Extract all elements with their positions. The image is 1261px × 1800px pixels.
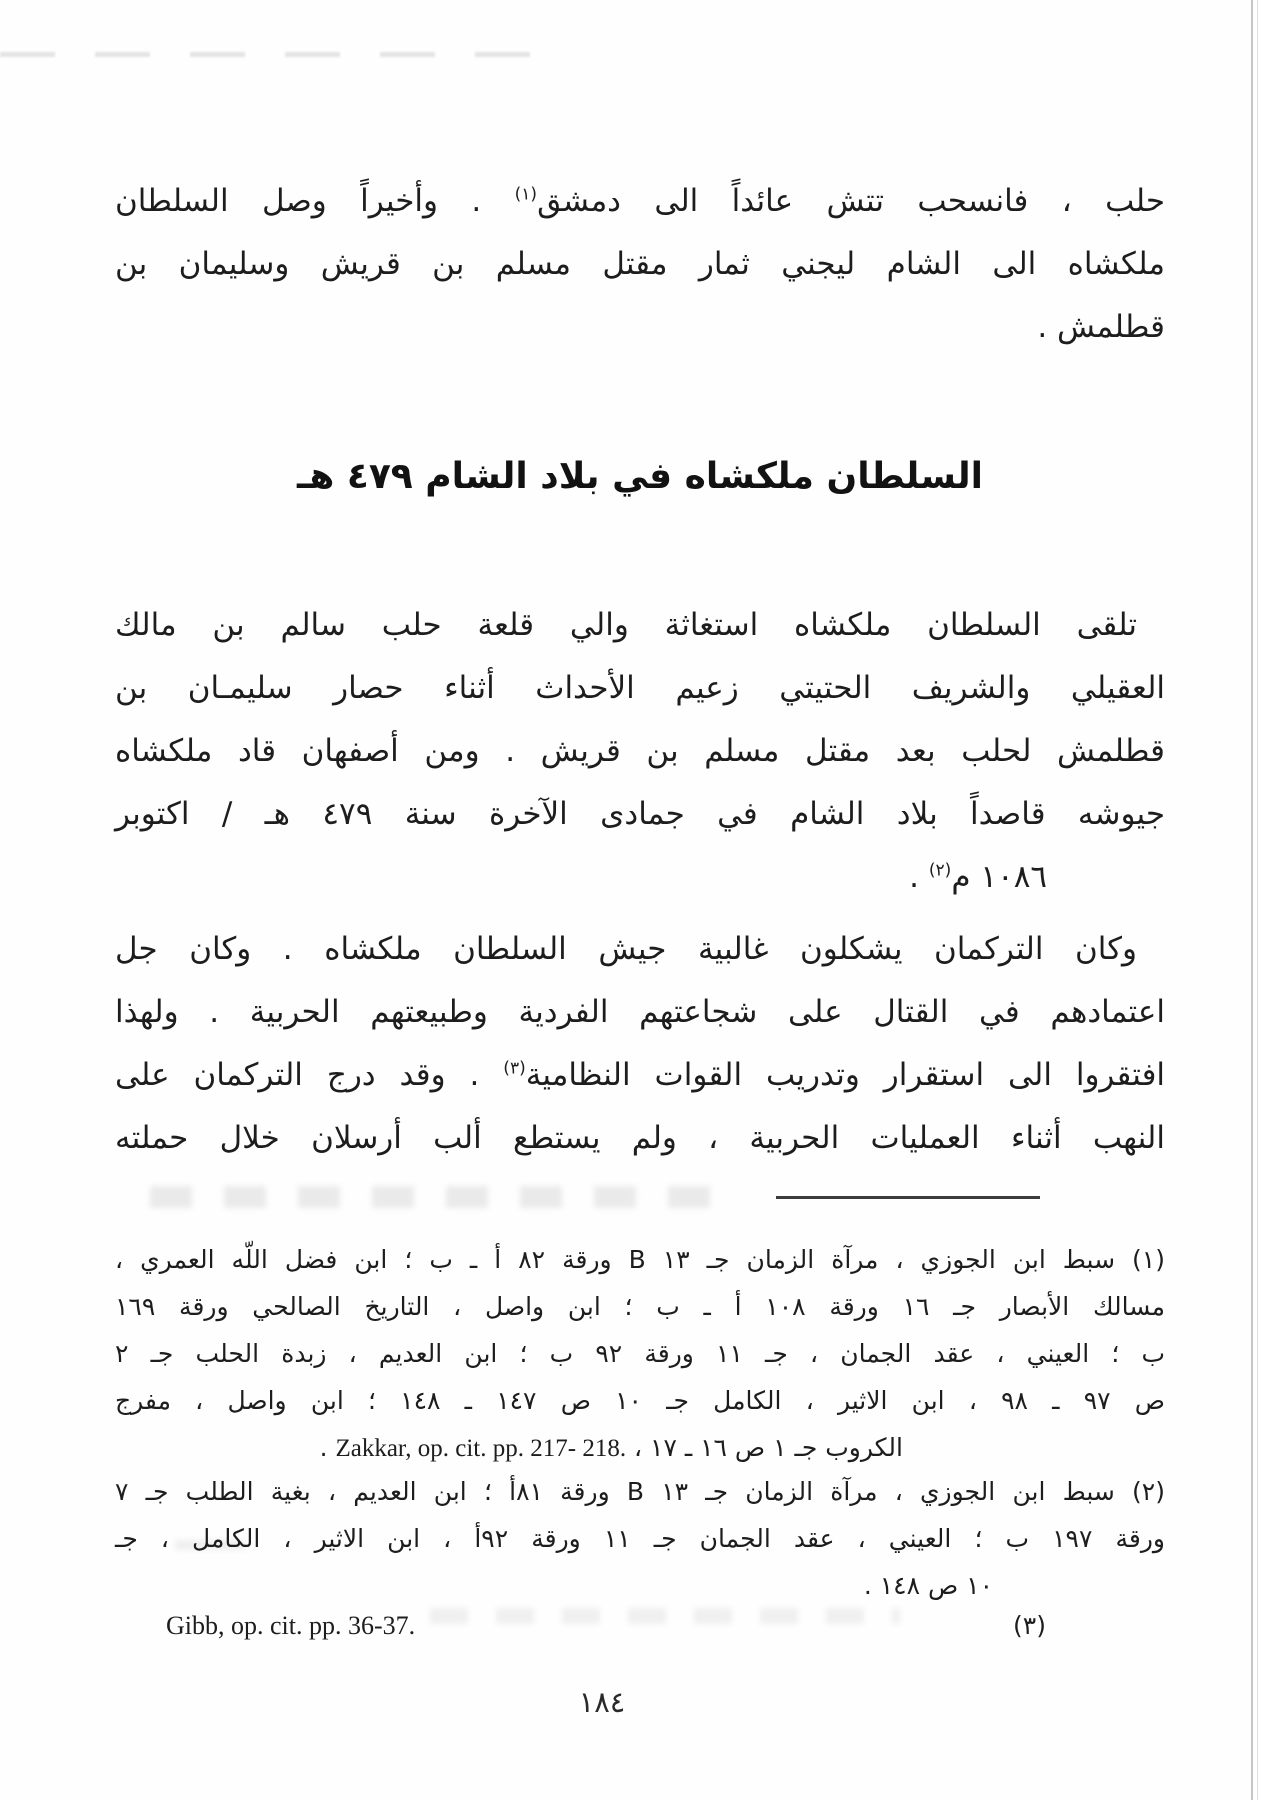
body-text: . وأخيراً وصل السلطان — [115, 183, 515, 219]
footnote-line: ورقة ١٩٧ ب ؛ العيني ، عقد الجمان جـ ١١ ورقة ٩٢أ ، ابن الاثير ، الكامل ، جـ — [115, 1524, 1165, 1553]
body-line: قطلمش لحلب بعد مقتل مسلم بن قريش . ومن أصفهان قاد ملكشاه — [115, 733, 1165, 769]
footnote-line: ١٠ ص ١٤٨ . — [863, 1571, 993, 1600]
footnote-ref-2: (٢) — [928, 860, 952, 881]
paragraph-1 — [115, 170, 1165, 359]
footnote-separator-rule — [776, 1196, 1040, 1199]
scan-edge-line — [1251, 0, 1253, 1800]
citation-latin: Gibb, op. cit. pp. 36-37. — [166, 1611, 416, 1640]
body-line: النهب أثناء العمليات الحربية ، ولم يستطع ألب أرسلان خلال حملته — [115, 1120, 1165, 1156]
footnote-line: ص ٩٧ ـ ٩٨ ، ابن الاثير ، الكامل جـ ١٠ ص ١٤٧ ـ ١٤٨ ؛ ابن واصل ، مفرج — [115, 1386, 1166, 1415]
body-line: قطلمش . — [1037, 309, 1165, 345]
section-heading: السلطان ملكشاه في بلاد الشام ٤٧٩ هـ — [297, 456, 983, 497]
bleedthrough-ghost — [150, 1186, 710, 1208]
scan-smudge-top — [0, 52, 540, 57]
footnote-marker: (٣) — [1013, 1611, 1046, 1640]
body-text: . — [909, 859, 929, 895]
footnote-2 — [115, 1468, 1165, 1609]
body-line — [115, 846, 1165, 909]
footnote-text: . — [319, 1433, 336, 1462]
citation-latin: Zakkar, op. cit. pp. 217- 218. — [335, 1435, 627, 1462]
body-line: العقيلي والشريف الحتيتي زعيم الأحداث أثناء حصار سليمـان بن — [115, 670, 1165, 706]
body-line — [115, 170, 1165, 233]
footnote-ref-1: (١) — [514, 184, 538, 205]
footnote-line: ب ؛ العيني ، عقد الجمان ، جـ ١١ ورقة ٩٢ ب ؛ ابن العديم ، زبدة الحلب جـ ٢ — [115, 1339, 1165, 1368]
body-line: وكان التركمان يشكلون غالبية جيش السلطان ملكشاه . وكان جل — [115, 931, 1137, 967]
footnote-line: (١) سبط ابن الجوزي ، مرآة الزمان جـ ١٣ B ورقة ٨٢ أ ـ ب ؛ ابن فضل اللّه العمري ، — [115, 1245, 1165, 1274]
footnote-line: مسالك الأبصار جـ ١٦ ورقة ١٠٨ أ ـ ب ؛ ابن واصل ، التاريخ الصالحي ورقة ١٦٩ — [115, 1292, 1165, 1321]
body-line: جيوشه قاصداً بلاد الشام في جمادى الآخرة سنة ٤٧٩ هـ / اكتوبر — [115, 796, 1165, 832]
body-line: ملكشاه الى الشام ليجني ثمار مقتل مسلم بن قريش وسليمان بن — [115, 246, 1165, 282]
body-text: افتقروا الى استقرار وتدريب القوات النظامية — [525, 1057, 1165, 1093]
footnote-line — [115, 1424, 1165, 1471]
body-text: ١٠٨٦ م — [951, 859, 1047, 895]
footnote-3 — [115, 1602, 1165, 1649]
footnote-1 — [115, 1236, 1165, 1471]
paragraph-3 — [115, 918, 1165, 1170]
body-line: اعتمادهم في القتال على شجاعتهم الفردية وطبيعتهم الحربية . ولهذا — [115, 994, 1165, 1030]
page-number: ١٨٤ — [578, 1685, 626, 1719]
footnote-ref-3: (٣) — [503, 1058, 526, 1079]
heading-block — [115, 445, 1165, 508]
body-text: . وقد درج التركمان على — [115, 1057, 504, 1093]
paragraph-2 — [115, 594, 1165, 909]
body-text: حلب ، فانسحب تتش عائداً الى دمشق — [537, 183, 1165, 219]
footnote-line: (٢) سبط ابن الجوزي ، مرآة الزمان جـ ١٣ B ورقة ٨١أ ؛ ابن العديم ، بغية الطلب جـ ٧ — [115, 1477, 1165, 1506]
scan-edge-line-faint — [1257, 0, 1258, 1800]
footnote-text: الكروب جـ ١ ص ١٦ ـ ١٧ ، — [626, 1433, 903, 1462]
body-line — [115, 1044, 1165, 1107]
body-line: تلقى السلطان ملكشاه استغاثة والي قلعة حلب سالم بن مالك — [115, 607, 1137, 643]
